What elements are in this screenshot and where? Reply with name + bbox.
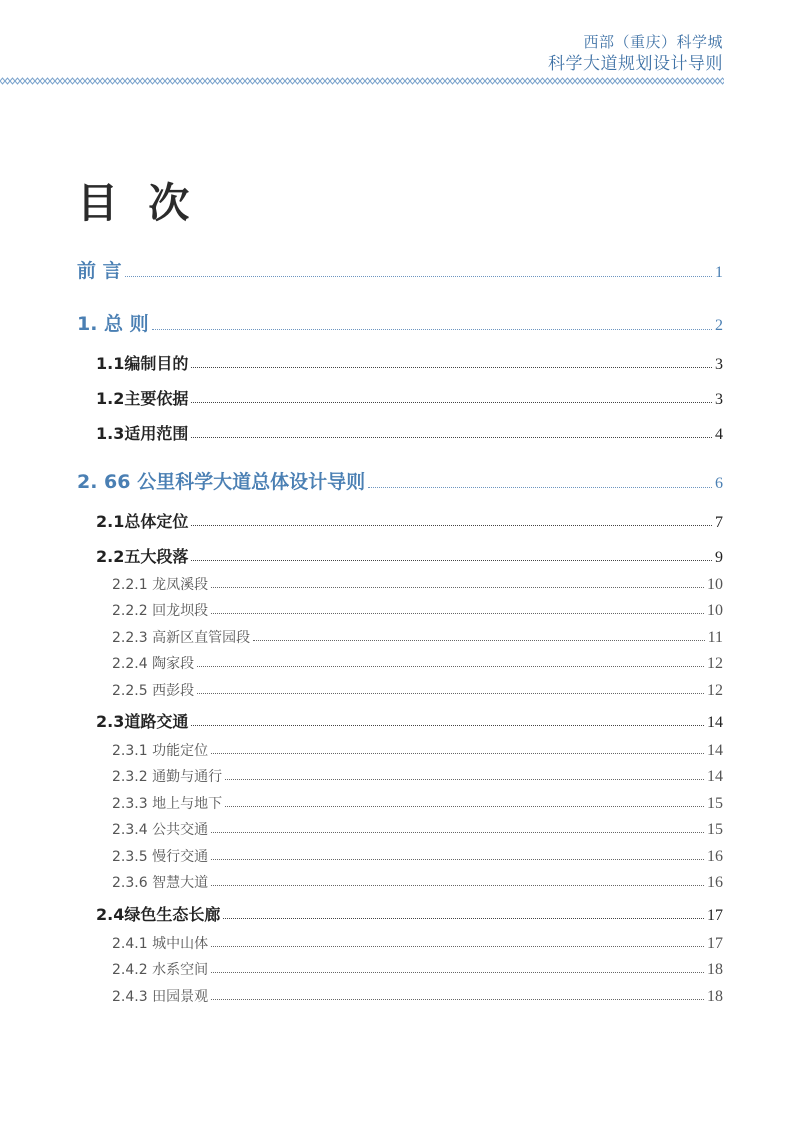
toc-entry-level3[interactable] [112,740,723,760]
toc-entry-level1[interactable] [77,309,723,336]
toc-dot-leader [211,831,704,833]
toc-entry-level2[interactable] [96,709,723,732]
toc-entry-level2[interactable] [96,544,723,567]
toc-entry-level3[interactable] [112,986,723,1006]
toc-entry-title: 1. 总 则 [77,313,149,335]
toc-page-number: 12 [707,655,723,672]
running-header [548,32,723,75]
toc-page-number: 9 [715,549,723,566]
toc-entry-level2[interactable] [96,421,723,444]
toc-entry-level2[interactable] [96,902,723,925]
toc-dot-leader [253,639,705,641]
toc-entry-level3[interactable] [112,959,723,979]
toc-dot-leader [191,524,712,526]
toc-entry-level3[interactable] [112,680,723,700]
toc-entry-title: 2. 66 公里科学大道总体设计导则 [77,471,366,493]
toc-entry-title: 2.2.1 龙凤溪段 [112,577,209,593]
toc-page-number: 12 [707,682,723,699]
toc-dot-leader [211,971,704,973]
toc-page-number: 6 [715,475,723,492]
toc-page-number: 16 [707,848,723,865]
toc-page-number: 15 [707,821,723,838]
toc-page-number: 16 [707,874,723,891]
toc-page-number: 3 [715,391,723,408]
header-line-1: 西部（重庆）科学城 [583,33,723,51]
toc-dot-leader [211,998,704,1000]
header-line-2: 科学大道规划设计导则 [548,54,723,74]
toc-dot-leader [125,275,712,277]
toc-page-number: 3 [715,356,723,373]
toc-entry-title: 2.4绿色生态长廊 [96,905,221,924]
toc-page-number: 10 [707,576,723,593]
toc-dot-leader [211,586,704,588]
toc-dot-leader [197,665,704,667]
toc-dot-leader [211,945,704,947]
toc-dot-leader [191,436,712,438]
toc-entry-level3[interactable] [112,793,723,813]
toc-dot-leader [191,401,712,403]
toc-page-number: 17 [707,935,723,952]
toc-entry-title: 2.2.2 回龙坝段 [112,603,209,619]
toc-entry-title: 2.2.3 高新区直管园段 [112,630,251,646]
toc-entry-level3[interactable] [112,766,723,786]
toc-entry-title: 前 言 [77,260,122,282]
toc-page-number: 18 [707,961,723,978]
toc-entry-title: 2.4.1 城中山体 [112,936,209,952]
toc-dot-leader [225,805,704,807]
toc-entry-level2[interactable] [96,386,723,409]
toc-dot-leader [211,752,704,754]
toc-dot-leader [152,328,712,330]
decorative-wave-divider [0,76,724,86]
toc-page-number: 4 [715,426,723,443]
toc-page-number: 17 [707,907,723,924]
toc-entry-title: 2.3.4 公共交通 [112,822,209,838]
toc-entry-level3[interactable] [112,846,723,866]
toc-entry-title: 2.2.5 西彭段 [112,683,195,699]
page-title: 目 次 [77,179,198,227]
toc-dot-leader [197,692,704,694]
toc-entry-level1[interactable] [77,256,723,283]
toc-page-number: 18 [707,988,723,1005]
toc-entry-level2[interactable] [96,509,723,532]
toc-entry-title: 1.2主要依据 [96,389,189,408]
toc-entry-title: 2.2.4 陶家段 [112,656,195,672]
toc-page-number: 14 [707,714,723,731]
toc-dot-leader [368,486,712,488]
toc-page-number: 7 [715,514,723,531]
toc-dot-leader [191,366,712,368]
toc-dot-leader [223,917,704,919]
toc-page-number: 14 [707,742,723,759]
toc-dot-leader [225,778,704,780]
toc-entry-title: 2.3.3 地上与地下 [112,796,223,812]
toc-page-number: 14 [707,768,723,785]
toc-dot-leader [211,612,704,614]
toc-entry-title: 2.3.5 慢行交通 [112,849,209,865]
toc-entry-title: 2.2五大段落 [96,547,189,566]
toc-dot-leader [211,884,704,886]
toc-dot-leader [191,559,712,561]
toc-entry-title: 1.3适用范围 [96,424,189,443]
toc-entry-level2[interactable] [96,351,723,374]
toc-entry-level3[interactable] [112,872,723,892]
toc-dot-leader [211,858,704,860]
toc-entry-title: 2.4.3 田园景观 [112,989,209,1005]
toc-page-number: 2 [715,317,723,334]
toc-entry-level1[interactable] [77,467,723,494]
toc-page-number: 1 [715,264,723,281]
toc-entry-title: 2.1总体定位 [96,512,189,531]
toc-entry-level3[interactable] [112,574,723,594]
toc-entry-level3[interactable] [112,653,723,673]
toc-dot-leader [191,724,704,726]
toc-entry-level3[interactable] [112,600,723,620]
toc-page-number: 10 [707,602,723,619]
toc-entry-title: 2.3.2 通勤与通行 [112,769,223,785]
toc-entry-level3[interactable] [112,933,723,953]
toc-entry-title: 1.1编制目的 [96,354,189,373]
toc-page-number: 15 [707,795,723,812]
toc-page-number: 11 [707,629,723,646]
toc-entry-title: 2.3.1 功能定位 [112,743,209,759]
toc-entry-title: 2.3道路交通 [96,712,189,731]
toc-entry-title: 2.3.6 智慧大道 [112,875,209,891]
toc-entry-level3[interactable] [112,627,723,647]
toc-entry-level3[interactable] [112,819,723,839]
toc-entry-title: 2.4.2 水系空间 [112,962,209,978]
